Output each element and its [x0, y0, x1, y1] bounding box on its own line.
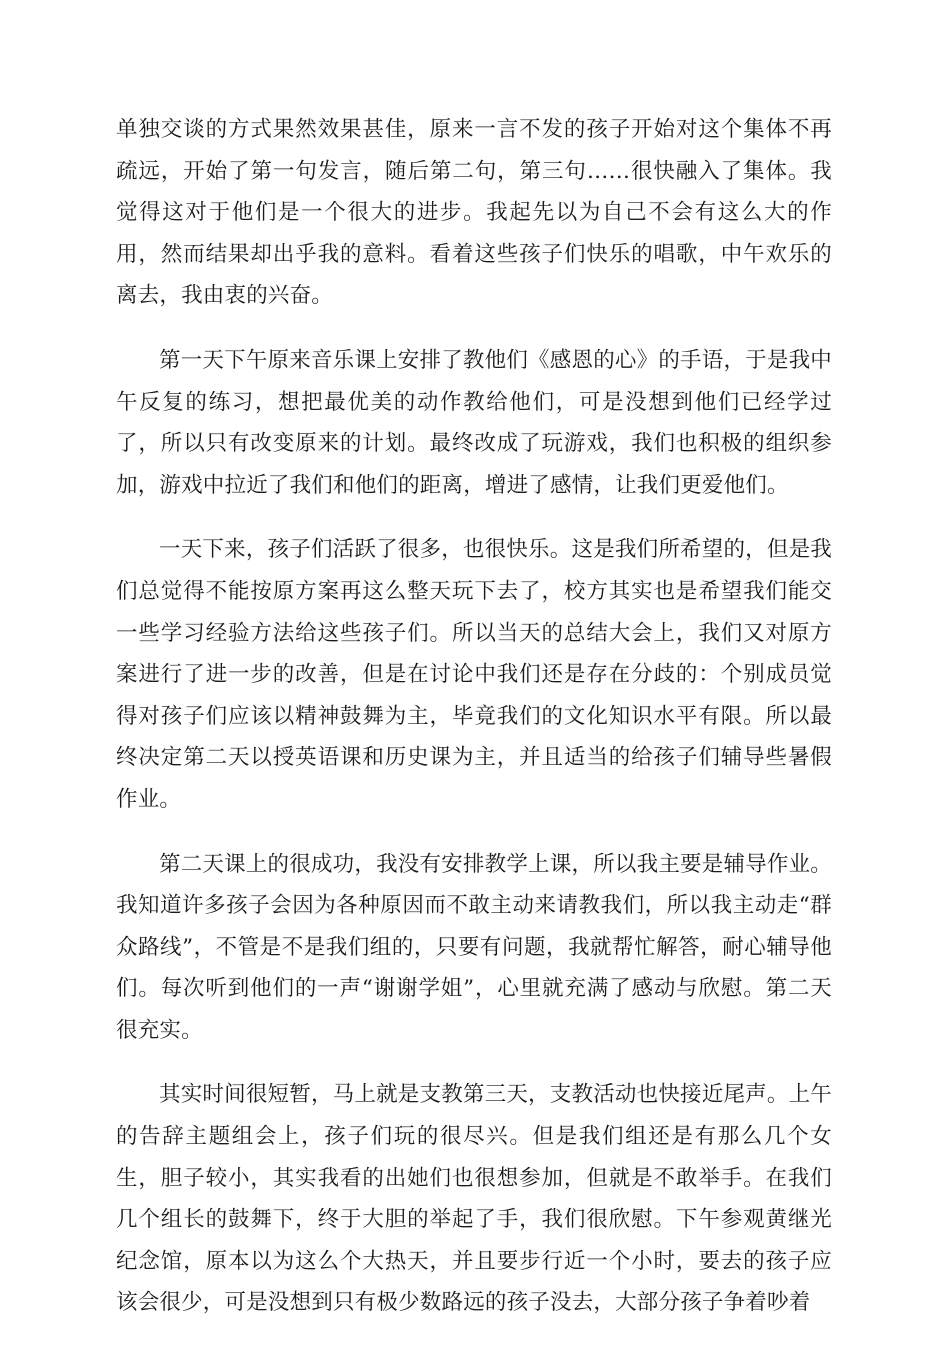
paragraph-5: 其实时间很短暂，马上就是支教第三天，支教活动也快接近尾声。上午的告辞主题组会上，孩子们玩的很尽兴。但是我们组还是有那么几个女生，胆子较小，其实我看的出她们也很想参加，但就是不敢举手。在我们几个组长的鼓舞下，终于大胆的举起了手，我们很欣慰。下午参观黄继光纪念馆，原本以为这么个大热天，并且要步行近一个小时，要去的孩子应该会很少，可是没想到只有极少数路远的孩子没去，大部分孩子争着吵着: [116, 1082, 832, 1316]
document-body: [116, 109, 832, 1347]
paragraph-1: 单独交谈的方式果然效果甚佳，原来一言不发的孩子开始对这个集体不再疏远，开始了第一句发言，随后第二句，第三句……很快融入了集体。我觉得这对于他们是一个很大的进步。我起先以为自己不会有这么大的作用，然而结果却出乎我的意料。看着这些孩子们快乐的唱歌，中午欢乐的离去，我由衷的兴奋。: [116, 117, 832, 309]
paragraph-3: 一天下来，孩子们活跃了很多，也很快乐。这是我们所希望的，但是我们总觉得不能按原方案再这么整天玩下去了，校方其实也是希望我们能交一些学习经验方法给这些孩子们。所以当天的总结大会上，我们又对原方案进行了进一步的改善，但是在讨论中我们还是存在分歧的：个别成员觉得对孩子们应该以精神鼓舞为主，毕竟我们的文化知识水平有限。所以最终决定第二天以授英语课和历史课为主，并且适当的给孩子们辅导些暑假作业。: [116, 537, 832, 812]
paragraph-2: 第一天下午原来音乐课上安排了教他们《感恩的心》的手语，于是我中午反复的练习，想把最优美的动作教给他们，可是没想到他们已经学过了，所以只有改变原来的计划。最终改成了玩游戏，我们也积极的组织参加，游戏中拉近了我们和他们的距离，增进了感情，让我们更爱他们。: [116, 347, 832, 498]
paragraph-4: 第二天课上的很成功，我没有安排教学上课，所以我主要是辅导作业。我知道许多孩子会因为各种原因而不敢主动来请教我们，所以我主动走“群众路线”，不管是不是我们组的，只要有问题，我就帮忙解答，耐心辅导他们。每次听到他们的一声“谢谢学姐”，心里就充满了感动与欣慰。第二天很充实。: [116, 851, 832, 1043]
